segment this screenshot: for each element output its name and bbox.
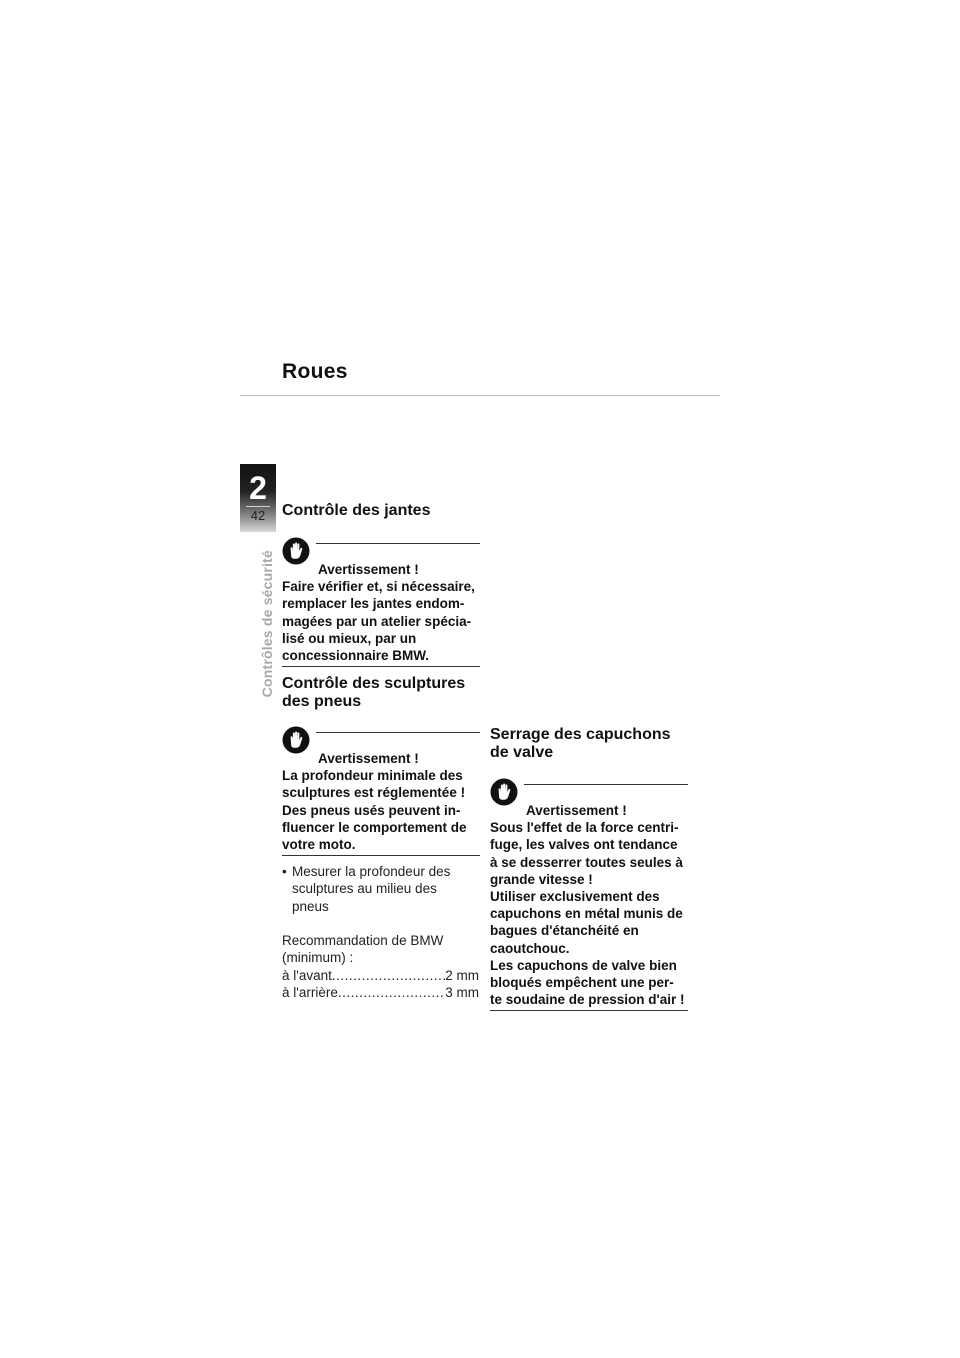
bullet-text: Mesurer la profondeur des sculptures au milieu des pneus — [292, 864, 451, 914]
heading-capuchons — [490, 726, 690, 762]
heading-sculptures — [282, 675, 482, 711]
rear-depth-row — [282, 984, 479, 1001]
bullet-list — [282, 863, 482, 915]
hand-stop-icon — [282, 537, 310, 565]
warning-capuchons — [490, 784, 688, 1011]
warning-text: La profondeur minimale des sculptures est réglementée ! Des pneus usés peuvent in- fluencer le comportement de votre moto. — [282, 768, 467, 853]
front-label: à l'avant — [282, 967, 332, 983]
list-item — [282, 863, 482, 915]
chapter-tab-divider — [246, 506, 270, 507]
hand-stop-icon — [282, 726, 310, 754]
heading-line: Serrage des capuchons — [490, 726, 671, 743]
hand-stop-icon — [490, 778, 518, 806]
front-value: 2 mm — [445, 967, 479, 983]
page-number: 42 — [250, 508, 266, 523]
recommendation-line: (minimum) : — [282, 950, 354, 966]
heading-line: des pneus — [282, 693, 362, 710]
warning-text: Sous l'effet de la force centri- fuge, les valves ont tendance à se desserrer toutes seules à grande vitesse ! Utiliser exclusivement des capuchons en métal munis de bagues d'étanchéité en caoutchouc. Les capuchons de valve bien bloqués empêchent une per- te soudaine de pression d'air ! — [490, 820, 685, 1008]
heading-line: Contrôle des sculptures — [282, 675, 466, 692]
warning-jantes — [282, 543, 480, 667]
bullet-icon: • — [282, 864, 287, 879]
chapter-number: 2 — [249, 470, 267, 506]
warning-title: Avertissement ! — [318, 751, 419, 766]
heading-line: de valve — [490, 744, 554, 761]
rear-label: à l'arrière — [282, 985, 338, 1001]
front-depth-row — [282, 967, 479, 984]
heading-jantes: Contrôle des jantes — [282, 502, 431, 519]
recommendation-block — [282, 932, 479, 1002]
warning-title: Avertissement ! — [526, 803, 627, 818]
dot-leader — [338, 984, 445, 1001]
dot-leader — [332, 967, 445, 984]
warning-title: Avertissement ! — [318, 562, 419, 577]
page-title: Roues — [282, 360, 348, 383]
recommendation-line: Recommandation de BMW — [282, 933, 444, 948]
side-section-label: Contrôles de sécurité — [259, 550, 275, 698]
warning-sculptures — [282, 732, 480, 856]
rear-value: 3 mm — [445, 985, 479, 1001]
warning-text: Faire vérifier et, si nécessaire, remplacer les jantes endom- magées par un atelier spécia- lisé ou mieux, par un concessionnaire BMW. — [282, 579, 475, 664]
title-divider — [240, 395, 720, 396]
